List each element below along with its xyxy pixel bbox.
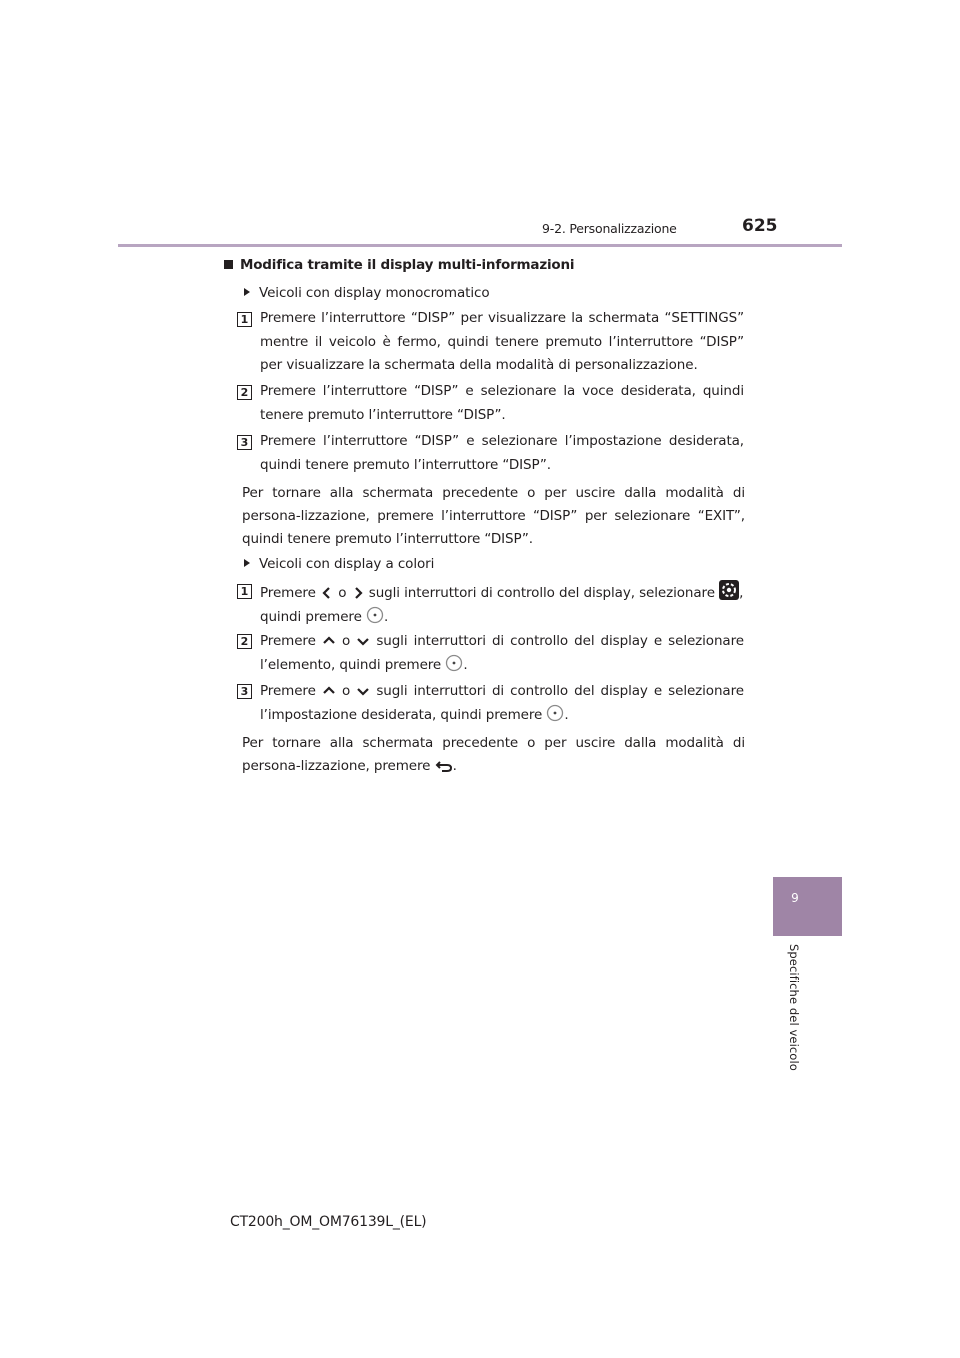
down-arrow-icon bbox=[356, 634, 370, 648]
note-paragraph: Per tornare alla schermata precedente o per uscire dalla modalità di persona-lizzazione, premere l’interruttore “DISP” per selezionare “EXIT”, quindi tenere premuto l’interruttore “DISP”. bbox=[242, 485, 745, 547]
step-text: Premere o sugli interruttori di controllo del display, selezionare , quindi premere . bbox=[260, 580, 744, 629]
chapter-tab bbox=[773, 877, 842, 936]
step-number: 2 bbox=[237, 634, 252, 649]
page-number: 625 bbox=[742, 216, 778, 236]
chapter-label: Specifiche del veicolo bbox=[787, 944, 801, 1071]
step-text: Premere l’interruttore “DISP” per visualizzare la schermata “SETTINGS” mentre il veicolo è fermo, quindi tenere premuto l’interruttore “DISP” per visualizzare la schermata della modalità di personalizzazione. bbox=[260, 310, 744, 373]
back-arrow-icon bbox=[435, 759, 453, 773]
triangle-bullet-icon bbox=[244, 559, 250, 567]
subtitle-color: Veicoli con display a colori bbox=[244, 556, 434, 572]
down-arrow-icon bbox=[356, 684, 370, 698]
left-arrow-icon bbox=[320, 586, 334, 600]
step-number: 2 bbox=[237, 385, 252, 400]
step-number: 1 bbox=[237, 584, 252, 599]
square-bullet-icon bbox=[224, 260, 233, 269]
step-text: Premere l’interruttore “DISP” e selezionare l’impostazione desiderata, quindi tenere premuto l’interruttore “DISP”. bbox=[260, 433, 744, 473]
up-arrow-icon bbox=[322, 634, 336, 648]
subtitle-mono: Veicoli con display monocromatico bbox=[244, 285, 490, 301]
step-number: 1 bbox=[237, 312, 252, 327]
right-arrow-icon bbox=[351, 586, 365, 600]
enter-button-icon bbox=[445, 654, 463, 672]
enter-button-icon bbox=[366, 606, 384, 624]
up-arrow-icon bbox=[322, 684, 336, 698]
section-title: Modifica tramite il display multi-informazioni bbox=[224, 257, 574, 273]
chapter-number: 9 bbox=[791, 891, 799, 905]
step-number: 3 bbox=[237, 684, 252, 699]
note-paragraph: Per tornare alla schermata precedente o per uscire dalla modalità di persona-lizzazione, premere . bbox=[242, 735, 745, 774]
document-code: CT200h_OM_OM76139L_(EL) bbox=[230, 1214, 427, 1230]
step-text: Premere o sugli interruttori di controllo del display e selezionare l’elemento, quindi premere . bbox=[260, 633, 744, 673]
settings-gear-icon bbox=[719, 580, 739, 600]
enter-button-icon bbox=[546, 704, 564, 722]
step-text: Premere o sugli interruttori di controllo del display e selezionare l’impostazione desiderata, quindi premere . bbox=[260, 683, 744, 723]
header-rule bbox=[118, 244, 842, 247]
header-section: 9-2. Personalizzazione bbox=[542, 221, 677, 236]
step-number: 3 bbox=[237, 435, 252, 450]
triangle-bullet-icon bbox=[244, 288, 250, 296]
step-text: Premere l’interruttore “DISP” e selezionare la voce desiderata, quindi tenere premuto l’interruttore “DISP”. bbox=[260, 383, 744, 423]
